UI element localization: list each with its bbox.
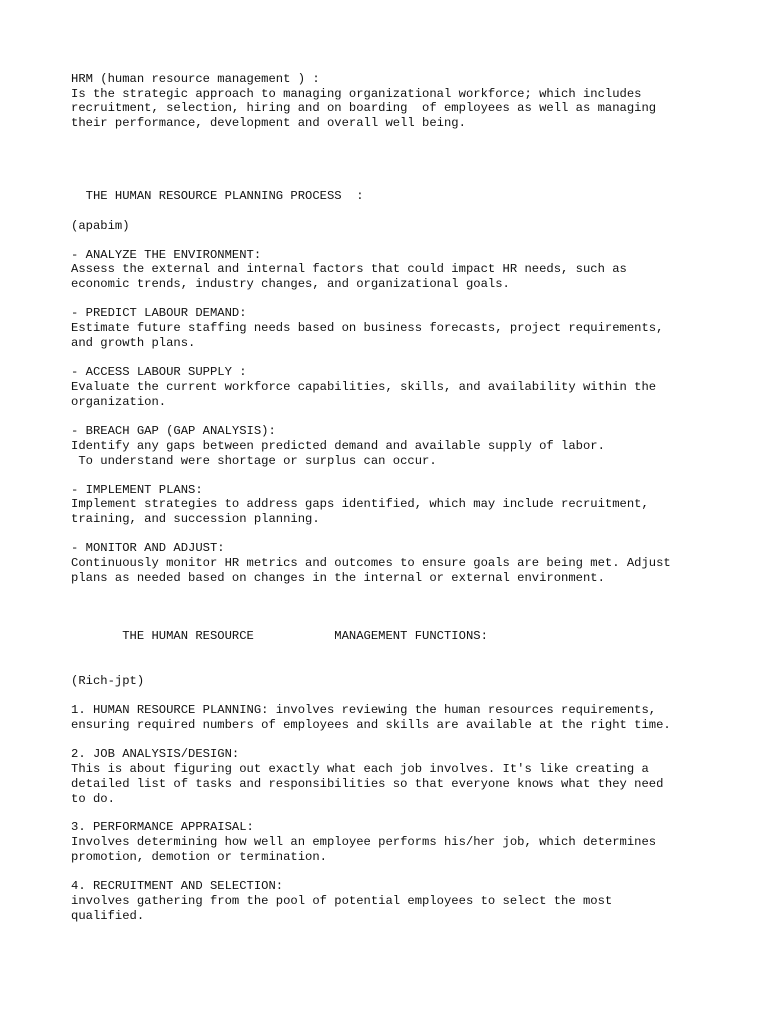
planning-step-description: economic trends, industry changes, and organizational goals. (71, 277, 510, 291)
planning-step-description: Assess the external and internal factors that could impact HR needs, such as (71, 262, 627, 276)
hrm-definition-line: recruitment, selection, hiring and on boarding of employees as well as managing (71, 101, 657, 115)
hrm-definition-line: Is the strategic approach to managing organizational workforce; which includes (71, 87, 642, 101)
planning-process-mnemonic: (apabim) (71, 219, 130, 233)
hrm-function-description: promotion, demotion or termination. (71, 850, 327, 864)
hrm-function-title: 2. JOB ANALYSIS/DESIGN: (71, 747, 240, 761)
planning-step-description: and growth plans. (71, 336, 196, 350)
planning-step-title: - PREDICT LABOUR DEMAND: (71, 306, 247, 320)
hrm-functions-mnemonic: (Rich-jpt) (71, 674, 145, 688)
hrm-definition-title: HRM (human resource management ) : (71, 72, 320, 86)
planning-step-description: plans as needed based on changes in the internal or external environment. (71, 571, 605, 585)
planning-step-title: - ACCESS LABOUR SUPPLY : (71, 365, 247, 379)
planning-process-heading: THE HUMAN RESOURCE PLANNING PROCESS : (71, 189, 364, 203)
hrm-function-description: qualified. (71, 909, 145, 923)
planning-step-title: - IMPLEMENT PLANS: (71, 483, 203, 497)
hrm-function-description: Involves determining how well an employee performs his/her job, which determines (71, 835, 657, 849)
planning-step-description: Continuously monitor HR metrics and outcomes to ensure goals are being met. Adjust (71, 556, 671, 570)
hrm-functions-heading: THE HUMAN RESOURCE MANAGEMENT FUNCTIONS: (71, 629, 488, 643)
hrm-function-title: 1. HUMAN RESOURCE PLANNING: involves reviewing the human resources requirements, (71, 703, 657, 717)
planning-step-description: training, and succession planning. (71, 512, 320, 526)
planning-step-title: - ANALYZE THE ENVIRONMENT: (71, 248, 262, 262)
hrm-function-description: involves gathering from the pool of potential employees to select the most (71, 894, 613, 908)
planning-step-description: Estimate future staffing needs based on business forecasts, project requirements, (71, 321, 664, 335)
hrm-definition-line: their performance, development and overall well being. (71, 116, 466, 130)
planning-step-description: To understand were shortage or surplus can occur. (71, 454, 437, 468)
planning-step-description: Identify any gaps between predicted demand and available supply of labor. (71, 439, 605, 453)
hrm-function-description: This is about figuring out exactly what each job involves. It's like creating a (71, 762, 649, 776)
planning-step-title: - MONITOR AND ADJUST: (71, 541, 225, 555)
hrm-function-title: 3. PERFORMANCE APPRAISAL: (71, 820, 254, 834)
hrm-function-description: ensuring required numbers of employees and skills are available at the right time. (71, 718, 671, 732)
hrm-function-description: to do. (71, 792, 115, 806)
planning-step-description: organization. (71, 395, 167, 409)
hrm-function-title: 4. RECRUITMENT AND SELECTION: (71, 879, 284, 893)
hrm-function-description: detailed list of tasks and responsibilities so that everyone knows what they need (71, 777, 664, 791)
planning-step-description: Implement strategies to address gaps identified, which may include recruitment, (71, 497, 649, 511)
planning-step-description: Evaluate the current workforce capabilities, skills, and availability within the (71, 380, 657, 394)
planning-step-title: - BREACH GAP (GAP ANALYSIS): (71, 424, 276, 438)
